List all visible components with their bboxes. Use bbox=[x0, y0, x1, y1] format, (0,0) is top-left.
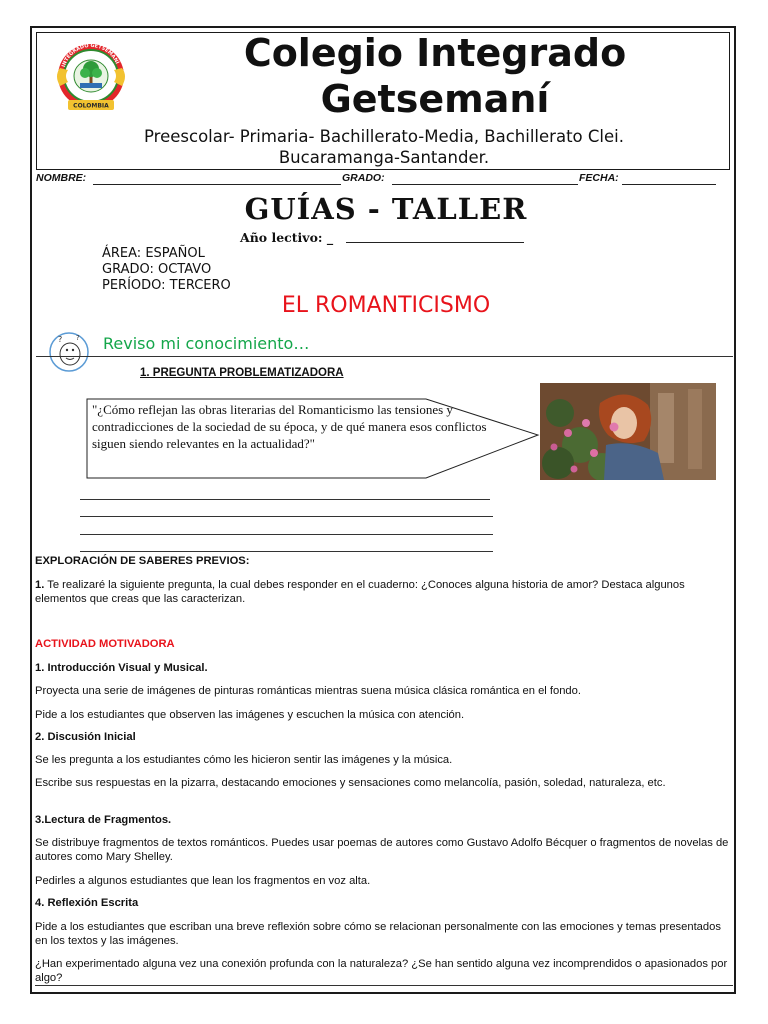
subtitle-line1: Preescolar- Primaria- Bachillerato-Media, Bachillerato Clei. bbox=[144, 127, 624, 146]
bottom-divider bbox=[35, 985, 733, 986]
activity-step-3-text-1: Se distribuye fragmentos de textos románticos. Puedes usar poemas de autores como Gustavo Adolfo Bécquer o fragmentos de novelas de autores como Mary Shelley. bbox=[35, 837, 729, 863]
logo-bottom-text: COLOMBIA bbox=[73, 102, 109, 110]
exploration-heading: EXPLORACIÓN DE SABERES PREVIOS: bbox=[35, 555, 250, 567]
logo-top-text: INTEGRADO GETSEMANÍ bbox=[60, 42, 120, 68]
activity-heading: ACTIVIDAD MOTIVADORA bbox=[35, 638, 175, 650]
answer-line-2[interactable] bbox=[80, 516, 493, 517]
student-info-row bbox=[36, 172, 736, 188]
review-title: Reviso mi conocimiento… bbox=[103, 334, 310, 353]
answer-line-1[interactable] bbox=[80, 499, 490, 500]
activity-step-3-text-2: Pedirles a algunos estudiantes que lean los fragmentos en voz alta. bbox=[35, 875, 371, 887]
grade-label: GRADO: bbox=[342, 172, 385, 184]
date-field[interactable] bbox=[622, 184, 716, 185]
activity-step-4-text-1: Pide a los estudiantes que escriban una breve reflexión sobre cómo se relacionan personalmente con las emociones y temas presentados en los textos y las imágenes. bbox=[35, 921, 721, 947]
romantic-painting-image bbox=[540, 383, 716, 480]
school-name-line1: Colegio Integrado bbox=[243, 31, 627, 75]
question-heading: 1. PREGUNTA PROBLEMATIZADORA bbox=[140, 367, 344, 379]
activity-step-4-text-2: ¿Han experimentado alguna vez una conexión profunda con la naturaleza? ¿Se han sentido alguna vez incomprendidos o apasionados por algo? bbox=[35, 958, 728, 984]
grade-info: GRADO: OCTAVO bbox=[102, 262, 212, 277]
school-subtitle bbox=[40, 126, 728, 168]
school-name bbox=[150, 30, 720, 122]
area-label: ÁREA: ESPAÑOL bbox=[102, 246, 205, 261]
year-value: _ bbox=[326, 230, 334, 245]
year-field[interactable] bbox=[346, 242, 524, 243]
topic-title: EL ROMANTICISMO bbox=[281, 293, 491, 318]
exploration-item: 1. Te realizaré la siguiente pregunta, la cual debes responder en el cuaderno: ¿Conoces alguna historia de amor? Destaca algunos elementos que creas que las caracterizan. bbox=[35, 579, 685, 605]
period-info: PERÍODO: TERCERO bbox=[102, 278, 231, 293]
activity-step-2-text-1: Se les pregunta a los estudiantes cómo les hicieron sentir las imágenes y la música. bbox=[35, 754, 453, 766]
activity-step-4-title: 4. Reflexión Escrita bbox=[35, 897, 139, 909]
activity-step-1-text-1: Proyecta una serie de imágenes de pinturas románticas mientras suena música clásica romántica en el fondo. bbox=[35, 685, 581, 697]
name-field[interactable] bbox=[93, 184, 341, 185]
activity-step-2-text-2: Escribe sus respuestas en la pizarra, destacando emociones y sensaciones como melancolía, pasión, soledad, naturaleza, etc. bbox=[35, 777, 666, 789]
guide-title: GUÍAS - TALLER bbox=[244, 192, 528, 226]
school-name-line2: Getsemaní bbox=[320, 77, 550, 121]
svg-text:?: ? bbox=[76, 334, 80, 342]
school-logo bbox=[50, 38, 132, 114]
svg-text:?: ? bbox=[58, 335, 63, 344]
answer-line-3[interactable] bbox=[80, 534, 493, 535]
activity-step-2-title: 2. Discusión Inicial bbox=[35, 731, 136, 743]
activity-step-3-title: 3.Lectura de Fragmentos. bbox=[35, 814, 172, 826]
answer-line-4[interactable] bbox=[80, 551, 493, 552]
activity-step-1-text-2: Pide a los estudiantes que observen las imágenes y escuchen la música con atención. bbox=[35, 709, 465, 721]
subtitle-line2: Bucaramanga-Santander. bbox=[278, 148, 490, 167]
year-label: Año lectivo: _ bbox=[240, 230, 334, 245]
date-label: FECHA: bbox=[579, 172, 619, 184]
question-text: "¿Cómo reflejan las obras literarias del Romanticismo las tensiones y contradicciones de la sociedad de su época, y de qué manera esos conflictos siguen siendo relevantes en la actualidad?" bbox=[92, 402, 487, 451]
thinking-character-icon bbox=[46, 330, 92, 372]
name-label: NOMBRE: bbox=[36, 172, 87, 184]
review-divider bbox=[36, 356, 733, 357]
grade-field[interactable] bbox=[392, 184, 578, 185]
activity-step-1-title: 1. Introducción Visual y Musical. bbox=[35, 662, 208, 674]
